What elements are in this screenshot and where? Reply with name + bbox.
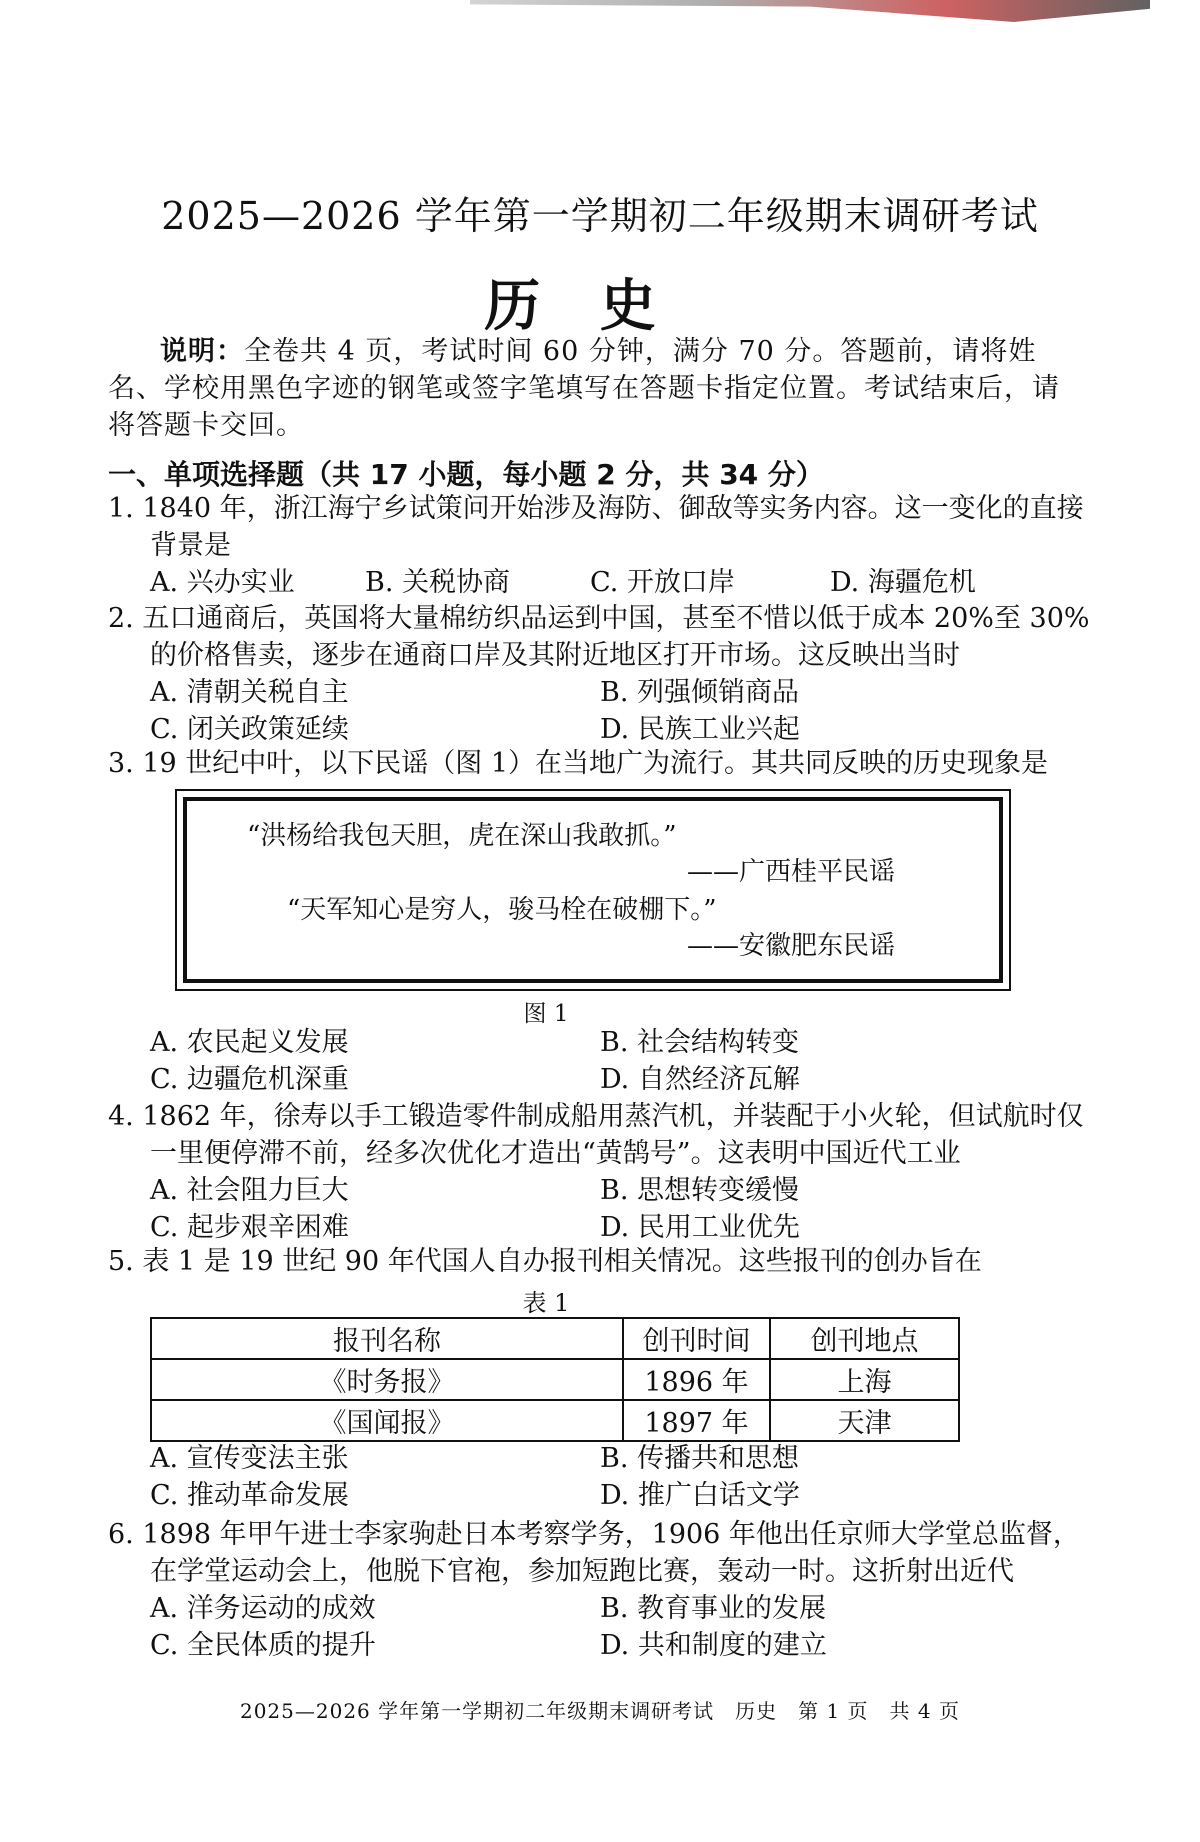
ballad-source-2: ——安徽肥东民谣 [687, 931, 896, 961]
table-row [151, 1359, 959, 1400]
table-header-row [151, 1318, 959, 1359]
table-cell: 上海 [770, 1359, 959, 1400]
question-stem: 5. 表 1 是 19 世纪 90 年代国人自办报刊相关情况。这些报刊的创办旨在 [108, 1246, 982, 1277]
table-row [151, 1400, 959, 1441]
option-d[interactable]: D. 民用工业优先 [600, 1212, 800, 1243]
question-5 [108, 1243, 1093, 1280]
option-b[interactable]: B. 教育事业的发展 [600, 1593, 827, 1624]
option-d[interactable]: D. 自然经济瓦解 [600, 1064, 800, 1095]
subject-title: 历 史 [484, 274, 676, 339]
ballad-source-1: ——广西桂平民谣 [687, 857, 896, 887]
ballad-verse-1: “洪杨给我包天胆，虎在深山我敢抓。” [247, 821, 677, 851]
option-d[interactable]: D. 推广白话文学 [600, 1480, 800, 1511]
question-4 [108, 1098, 1093, 1246]
option-b[interactable]: B. 思想转变缓慢 [600, 1175, 800, 1206]
option-c[interactable]: C. 闭关政策延续 [150, 714, 349, 745]
question-options [108, 1172, 1093, 1246]
option-a[interactable]: A. 农民起义发展 [150, 1027, 349, 1058]
question-options [108, 1440, 1093, 1514]
table-cell: 1896 年 [623, 1359, 770, 1400]
option-a[interactable]: A. 兴办实业 [150, 567, 295, 598]
option-b[interactable]: B. 关税协商 [365, 567, 511, 598]
table-1-caption: 表 1 [522, 1289, 570, 1317]
question-stem: 6. 1898 年甲午进士李家驹赴日本考察学务，1906 年他出任京师大学堂总监督，在学堂运动会上，他脱下官袍，参加短跑比赛，轰动一时。这折射出近代 [108, 1519, 1080, 1587]
page-footer: 2025—2026 学年第一学期初二年级期末调研考试 历史 第 1 页 共 4 页 [239, 1699, 961, 1723]
question-6 [108, 1516, 1093, 1664]
option-a[interactable]: A. 社会阻力巨大 [150, 1175, 349, 1206]
option-b[interactable]: B. 社会结构转变 [600, 1027, 800, 1058]
option-c[interactable]: C. 开放口岸 [590, 567, 735, 598]
question-options [108, 564, 1093, 601]
table-header-cell: 创刊时间 [623, 1318, 770, 1359]
table-cell: 天津 [770, 1400, 959, 1441]
option-d[interactable]: D. 海疆危机 [830, 567, 976, 598]
question-options [108, 674, 1093, 748]
scan-edge-decoration [470, 0, 1150, 22]
figure-1-frame [183, 797, 1003, 983]
exam-title: 2025—2026 学年第一学期初二年级期末调研考试 [161, 194, 1039, 238]
question-3 [108, 745, 1093, 782]
option-d[interactable]: D. 民族工业兴起 [600, 714, 800, 745]
question-options [108, 1590, 1093, 1664]
figure-1-caption: 图 1 [523, 1001, 569, 1027]
section-heading: 一、单项选择题（共 17 小题，每小题 2 分，共 34 分） [108, 458, 824, 491]
table-header-cell: 报刊名称 [151, 1318, 623, 1359]
option-c[interactable]: C. 全民体质的提升 [150, 1630, 376, 1661]
instructions-label: 说明： [160, 336, 244, 367]
option-d[interactable]: D. 共和制度的建立 [600, 1630, 827, 1661]
question-1 [108, 490, 1093, 601]
question-5-options [108, 1440, 1093, 1514]
table-cell: 1897 年 [623, 1400, 770, 1441]
question-options [108, 1024, 1093, 1098]
question-stem: 2. 五口通商后，英国将大量棉纺织品运到中国，甚至不惜以低于成本 20%至 30%的价格售卖，逐步在通商口岸及其附近地区打开市场。这反映出当时 [108, 603, 1090, 671]
instructions-text: 全卷共 4 页，考试时间 60 分钟，满分 70 分。答题前，请将姓名、学校用黑色字迹的钢笔或签字笔填写在答题卡指定位置。考试结束后，请将答题卡交回。 [108, 336, 1060, 441]
question-stem: 3. 19 世纪中叶，以下民谣（图 1）在当地广为流行。其共同反映的历史现象是 [108, 748, 1049, 779]
instructions [108, 333, 1083, 444]
question-stem: 1. 1840 年，浙江海宁乡试策问开始涉及海防、御敌等实务内容。这一变化的直接背景是 [108, 493, 1084, 561]
table-1 [150, 1317, 960, 1442]
ballad-verse-2: “天军知心是穷人，骏马栓在破棚下。” [287, 895, 717, 925]
table-header-cell: 创刊地点 [770, 1318, 959, 1359]
option-a[interactable]: A. 宣传变法主张 [150, 1443, 349, 1474]
question-stem: 4. 1862 年，徐寿以手工锻造零件制成船用蒸汽机，并装配于小火轮，但试航时仅一里便停滞不前，经多次优化才造出“黄鹄号”。这表明中国近代工业 [108, 1101, 1084, 1169]
question-3-options [108, 1024, 1093, 1098]
option-b[interactable]: B. 列强倾销商品 [600, 677, 800, 708]
option-b[interactable]: B. 传播共和思想 [600, 1443, 800, 1474]
option-c[interactable]: C. 推动革命发展 [150, 1480, 349, 1511]
table-cell: 《时务报》 [151, 1359, 623, 1400]
table-cell: 《国闻报》 [151, 1400, 623, 1441]
option-a[interactable]: A. 清朝关税自主 [150, 677, 349, 708]
option-c[interactable]: C. 边疆危机深重 [150, 1064, 349, 1095]
option-a[interactable]: A. 洋务运动的成效 [150, 1593, 376, 1624]
option-c[interactable]: C. 起步艰辛困难 [150, 1212, 349, 1243]
question-2 [108, 600, 1093, 748]
